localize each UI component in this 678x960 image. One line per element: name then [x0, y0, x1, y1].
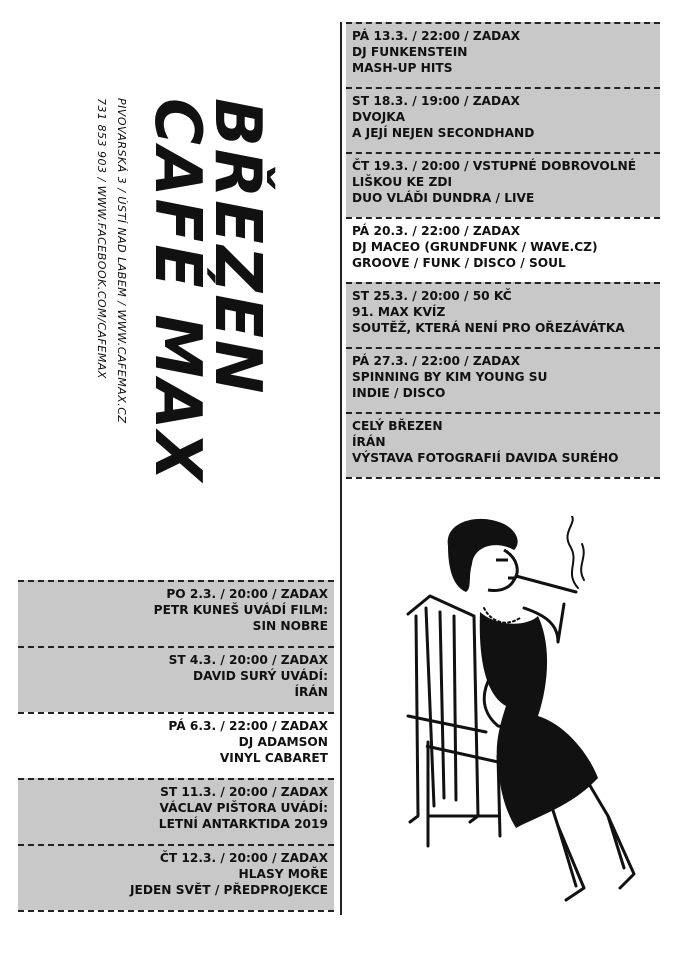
- list-end-rule: [346, 477, 660, 479]
- venue-title: CAFÉ MAX: [140, 98, 214, 483]
- event-subtitle: SIN NOBRE: [252, 619, 328, 634]
- event-subtitle: GROOVE / FUNK / DISCO / SOUL: [352, 256, 566, 271]
- event-date: PÁ 6.3. / 22:00 / ZADAX: [168, 719, 328, 733]
- event-date: ČT 19.3. / 20:00 / VSTUPNÉ DOBROVOLNÉ: [352, 159, 637, 173]
- left-event-list: [18, 580, 334, 912]
- event-title: VÁCLAV PIŠTORA UVÁDÍ:: [159, 801, 328, 816]
- event-title: DAVID SURÝ UVÁDÍ:: [193, 669, 328, 684]
- event-item: [346, 412, 660, 477]
- right-event-list: [346, 22, 660, 479]
- event-item: [18, 844, 334, 910]
- event-item: [346, 217, 660, 282]
- event-title: 91. MAX KVÍZ: [352, 305, 446, 320]
- event-subtitle: ÍRÁN: [294, 685, 328, 700]
- event-date: ST 25.3. / 20:00 / 50 KČ: [352, 289, 512, 303]
- event-date: ST 18.3. / 19:00 / ZADAX: [352, 94, 520, 108]
- event-date: PÁ 27.3. / 22:00 / ZADAX: [352, 354, 521, 368]
- event-item: [346, 282, 660, 347]
- title-block: [62, 98, 274, 518]
- event-subtitle: DUO VLÁĎI DUNDRA / LIVE: [352, 191, 535, 206]
- event-subtitle: A JEJÍ NEJEN SECONDHAND: [352, 126, 535, 141]
- event-title: DVOJKA: [352, 110, 406, 125]
- event-date: ST 11.3. / 20:00 / ZADAX: [160, 785, 328, 799]
- event-subtitle: VÝSTAVA FOTOGRAFIÍ DAVIDA SURÉHO: [352, 451, 619, 466]
- event-date: PO 2.3. / 20:00 / ZADAX: [166, 587, 328, 601]
- event-subtitle: VINYL CABARET: [219, 751, 328, 766]
- event-item: [346, 22, 660, 87]
- event-item: [18, 580, 334, 646]
- event-date: CELÝ BŘEZEN: [352, 419, 443, 433]
- event-title: HLASY MOŘE: [238, 867, 328, 882]
- event-item: [18, 778, 334, 844]
- event-item: [346, 87, 660, 152]
- event-title: SPINNING BY KIM YOUNG SU: [352, 370, 548, 385]
- contact-line: 731 853 903 / WWW.FACEBOOK.COM/CAFEMAX: [95, 98, 108, 379]
- address-line: PIVOVARSKÁ 3 / ÚSTÍ NAD LABEM / WWW.CAFEMAX.CZ: [115, 98, 128, 424]
- column-divider: [340, 22, 342, 915]
- event-subtitle: INDIE / DISCO: [352, 386, 446, 401]
- event-title: DJ MACEO (GRUNDFUNK / WAVE.CZ): [352, 240, 598, 255]
- event-title: DJ ADAMSON: [238, 735, 328, 750]
- event-subtitle: MASH-UP HITS: [352, 61, 453, 76]
- event-date: ST 4.3. / 20:00 / ZADAX: [168, 653, 328, 667]
- event-date: PÁ 13.3. / 22:00 / ZADAX: [352, 29, 521, 43]
- event-subtitle: JEDEN SVĚT / PŘEDPROJEKCE: [130, 883, 328, 898]
- event-item: [18, 712, 334, 778]
- event-item: [18, 646, 334, 712]
- event-subtitle: SOUTĚŽ, KTERÁ NENÍ PRO OŘEZÁVÁTKA: [352, 321, 625, 336]
- month-title: BŘEZEN: [200, 98, 274, 396]
- event-title: PETR KUNEŠ UVÁDÍ FILM:: [153, 603, 328, 618]
- woman-smoking-illustration: [388, 516, 650, 916]
- event-date: ČT 12.3. / 20:00 / ZADAX: [159, 851, 328, 865]
- list-end-rule: [18, 910, 334, 912]
- event-subtitle: LETNÍ ANTARKTIDA 2019: [158, 817, 328, 832]
- event-date: PÁ 20.3. / 22:00 / ZADAX: [352, 224, 521, 238]
- event-title: DJ FUNKENSTEIN: [352, 45, 468, 60]
- event-item: [346, 347, 660, 412]
- event-title: ÍRÁN: [352, 435, 386, 450]
- event-item: [346, 152, 660, 217]
- event-title: LIŠKOU KE ZDI: [352, 175, 452, 190]
